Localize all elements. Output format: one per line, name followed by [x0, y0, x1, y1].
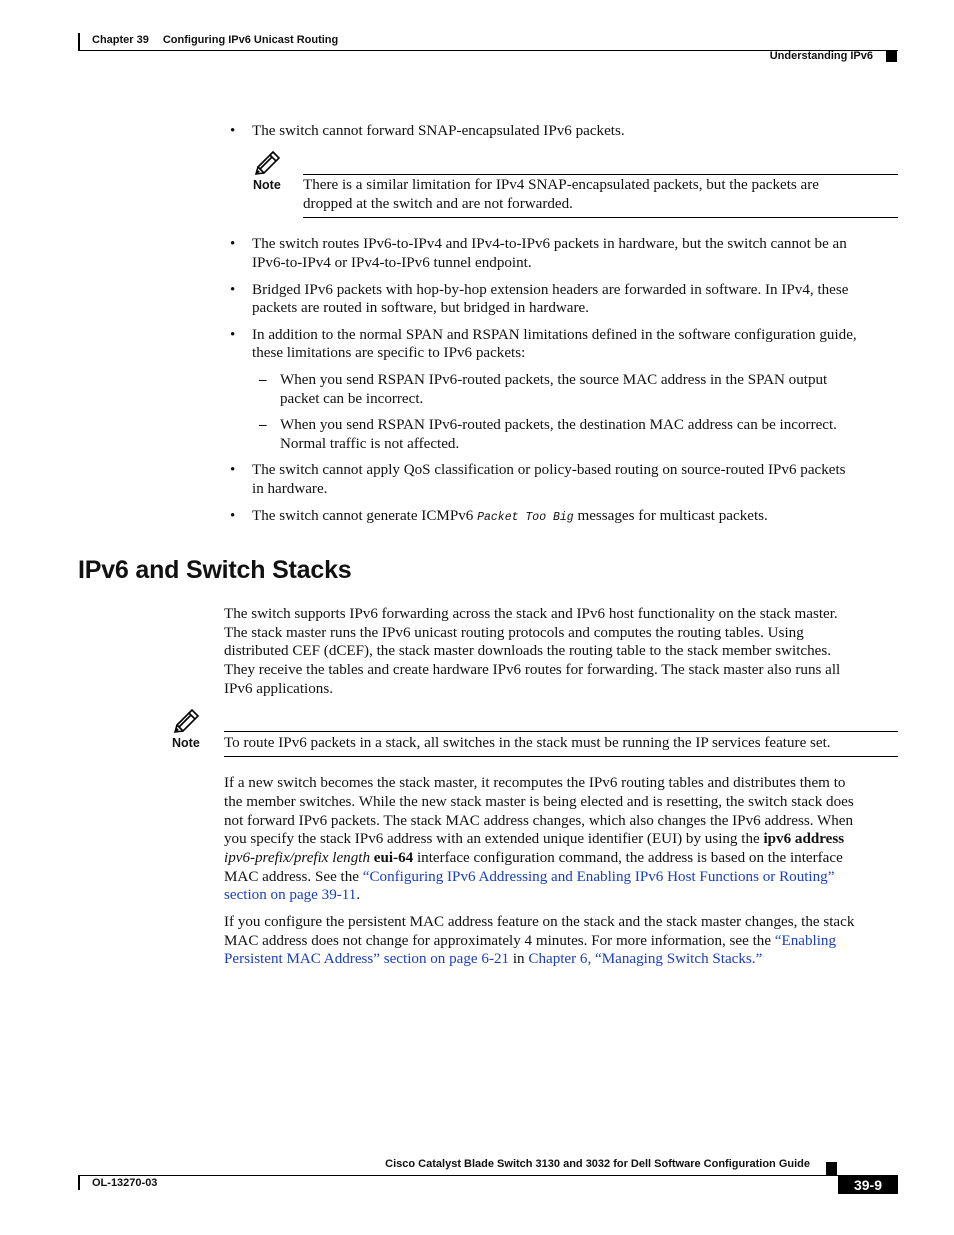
stack-master-paragraph-line: not forward IPv6 packets. The stack MAC address changes, which also changes the IPv6 address. When [224, 813, 854, 829]
command-keyword: ipv6 address [763, 831, 845, 847]
bullet-hop-by-hop-line: Bridged IPv6 packets with hop-by-hop extension headers are forwarded in software. In IPv4, these [252, 282, 849, 298]
stack-master-paragraph-line [224, 868, 834, 887]
stack-master-paragraph-line: If a new switch becomes the stack master, it recomputes the IPv6 routing tables and distributes them to [224, 775, 846, 791]
bullet-icon: • [230, 327, 236, 343]
section-paragraph-line: The stack master runs the IPv6 unicast routing protocols and computes the routing tables. Using [224, 625, 804, 641]
subbullet-dest-mac-line: When you send RSPAN IPv6-routed packets, the destination MAC address can be incorrect. [280, 417, 837, 433]
bullet-tunnel-line: The switch routes IPv6-to-IPv4 and IPv4-to-IPv6 packets in hardware, but the switch cannot be an [252, 236, 847, 252]
bullet-icon: • [230, 508, 236, 524]
command-argument: ipv6-prefix/prefix length [224, 850, 370, 866]
footer-rule [78, 1175, 898, 1176]
command-keyword: eui-64 [370, 850, 414, 866]
note-label: Note [172, 736, 200, 750]
section-paragraph-line: distributed CEF (dCEF), the stack master downloads the routing table to the stack member switches. [224, 643, 831, 659]
persistent-mac-paragraph-line [224, 950, 762, 969]
enabling-persistent-mac-link[interactable]: Persistent MAC Address” section on page 6-21 [224, 951, 510, 967]
configuring-ipv6-addressing-link[interactable]: “Configuring IPv6 Addressing and Enabling IPv6 Host Functions or Routing” [362, 869, 835, 885]
subbullet-dest-mac-line: Normal traffic is not affected. [280, 436, 460, 452]
stack-master-paragraph-line [224, 849, 843, 868]
section-page-39-11-link[interactable]: section on page 39-11 [224, 887, 357, 903]
section-paragraph-line: IPv6 applications. [224, 681, 333, 697]
bullet-icmpv6 [252, 507, 768, 528]
bullet-icmpv6-post: messages for multicast packets. [573, 508, 768, 524]
note-pencil-icon [255, 151, 281, 175]
stack-master-paragraph-line [224, 886, 360, 905]
persistent-mac-paragraph-line [224, 932, 836, 951]
text-run: interface configuration command, the address is based on the interface [413, 850, 843, 866]
bullet-icon: • [230, 282, 236, 298]
subbullet-source-mac-line: packet can be incorrect. [280, 391, 424, 407]
bullet-span-line: these limitations are specific to IPv6 packets: [252, 345, 526, 361]
enabling-persistent-mac-link[interactable]: “Enabling [774, 933, 836, 949]
dash-icon: – [259, 372, 267, 388]
footer-doc-number: OL-13270-03 [92, 1177, 158, 1189]
text-run: you specify the stack IPv6 address with an extended unique identifier (EUI) by using the [224, 831, 764, 847]
text-run: in [509, 951, 529, 967]
footer-guide-title: Cisco Catalyst Blade Switch 3130 and 3032 for Dell Software Configuration Guide [385, 1158, 810, 1170]
text-run: MAC address. See the [224, 869, 363, 885]
footer-page-number: 39-9 [838, 1175, 898, 1194]
stack-master-paragraph-line: the member switches. While the new stack master is being elected and is resetting, the switch stack does [224, 794, 854, 810]
subbullet-source-mac-line: When you send RSPAN IPv6-routed packets, the source MAC address in the SPAN output [280, 372, 828, 388]
bullet-tunnel-line: IPv6-to-IPv4 or IPv4-to-IPv6 tunnel endpoint. [252, 255, 532, 271]
note-label: Note [253, 178, 281, 192]
note-text: To route IPv6 packets in a stack, all switches in the stack must be running the IP services feature set. [224, 735, 831, 751]
section-paragraph-line: They receive the tables and create hardware IPv6 routes for forwarding. The stack master also runs all [224, 662, 841, 678]
managing-switch-stacks-link[interactable]: Chapter 6, “Managing Switch Stacks.” [528, 951, 763, 967]
note-text-line: There is a similar limitation for IPv4 SNAP-encapsulated packets, but the packets are [303, 177, 819, 193]
bullet-icon: • [230, 462, 236, 478]
note-bottom-rule [224, 756, 898, 757]
note-text-line: dropped at the switch and are not forwarded. [303, 196, 573, 212]
bullet-icmpv6-pre: The switch cannot generate ICMPv6 [252, 508, 478, 524]
header-left-bar [78, 33, 80, 51]
bullet-icon: • [230, 123, 236, 139]
stack-master-paragraph-line [224, 830, 844, 849]
header-chapter [92, 34, 338, 46]
note-bottom-rule [303, 217, 898, 218]
bullet-hop-by-hop-line: packets are routed in software, but bridged in hardware. [252, 300, 589, 316]
text-run: MAC address does not change for approximately 4 minutes. For more information, see the [224, 933, 775, 949]
section-heading: IPv6 and Switch Stacks [78, 556, 352, 584]
bullet-span-line: In addition to the normal SPAN and RSPAN limitations defined in the software configuration guide, [252, 327, 857, 343]
section-paragraph-line: The switch supports IPv6 forwarding across the stack and IPv6 host functionality on the stack master. [224, 606, 838, 622]
text-run: . [356, 887, 361, 903]
note-top-rule [224, 731, 898, 732]
note-pencil-icon [174, 709, 200, 733]
header-square-marker [886, 51, 897, 62]
bullet-qos-line: in hardware. [252, 481, 328, 497]
bullet-qos-line: The switch cannot apply QoS classification or policy-based routing on source-routed IPv6 packets [252, 462, 846, 478]
bullet-icon: • [230, 236, 236, 252]
packet-too-big-code: Packet Too Big [477, 511, 574, 524]
persistent-mac-paragraph-line: If you configure the persistent MAC address feature on the stack and the stack master changes, the stack [224, 914, 855, 930]
header-chapter-number: Chapter 39 [92, 34, 149, 46]
dash-icon: – [259, 417, 267, 433]
bullet-snap-forward: The switch cannot forward SNAP-encapsulated IPv6 packets. [252, 123, 625, 139]
footer-block-marker [826, 1162, 837, 1176]
header-section-title: Understanding IPv6 [769, 50, 873, 62]
note-top-rule [303, 174, 898, 175]
header-chapter-title: Configuring IPv6 Unicast Routing [162, 34, 339, 46]
footer-left-bar [78, 1175, 80, 1190]
